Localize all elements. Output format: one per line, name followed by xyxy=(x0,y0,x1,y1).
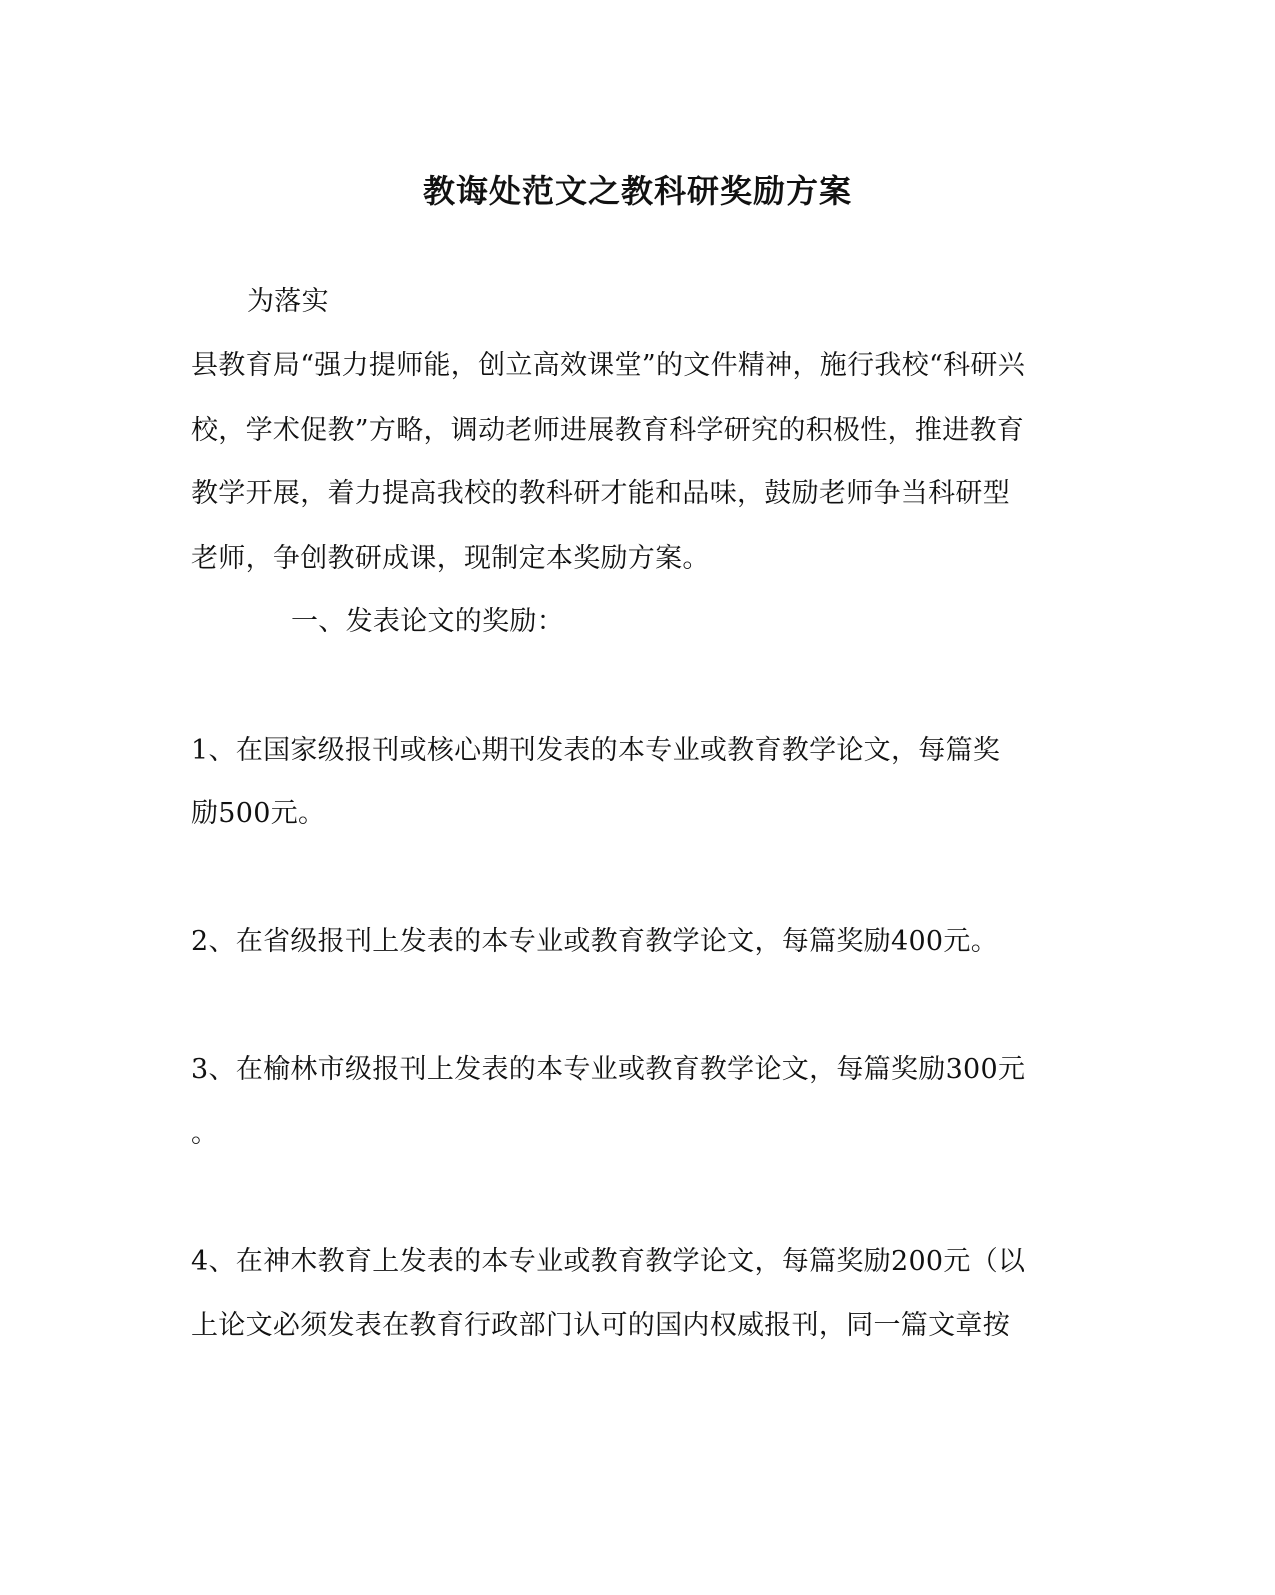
intro-line: 为落实 xyxy=(247,286,329,317)
intro-line: 县教育局“强力提师能，创立高效课堂”的文件精神，施行我校“科研兴 xyxy=(191,350,1026,381)
document-title: 教诲处范文之教科研奖励方案 xyxy=(422,172,852,210)
list-item-line: 1、在国家级报刊或核心期刊发表的本专业或教育教学论文，每篇奖 xyxy=(191,735,1001,766)
list-item-line: 2、在省级报刊上发表的本专业或教育教学论文，每篇奖励400元。 xyxy=(191,926,999,957)
list-item-line: 。 xyxy=(191,1118,219,1149)
list-item-line: 3、在榆林市级报刊上发表的本专业或教育教学论文，每篇奖励300元 xyxy=(191,1054,1026,1085)
section-heading: 一、发表论文的奖励： xyxy=(291,606,564,637)
list-item-line: 上论文必须发表在教育行政部门认可的国内权威报刊，同一篇文章按 xyxy=(191,1310,1010,1341)
intro-line: 校，学术促教”方略，调动老师进展教育科学研究的积极性，推进教育 xyxy=(191,415,1025,446)
list-item-line: 4、在神木教育上发表的本专业或教育教学论文，每篇奖励200元（以 xyxy=(191,1246,1026,1277)
intro-line: 教学开展，着力提高我校的教科研才能和品味，鼓励老师争当科研型 xyxy=(191,478,1010,509)
intro-line: 老师，争创教研成课，现制定本奖励方案。 xyxy=(191,543,710,574)
list-item-line: 励500元。 xyxy=(191,798,326,829)
